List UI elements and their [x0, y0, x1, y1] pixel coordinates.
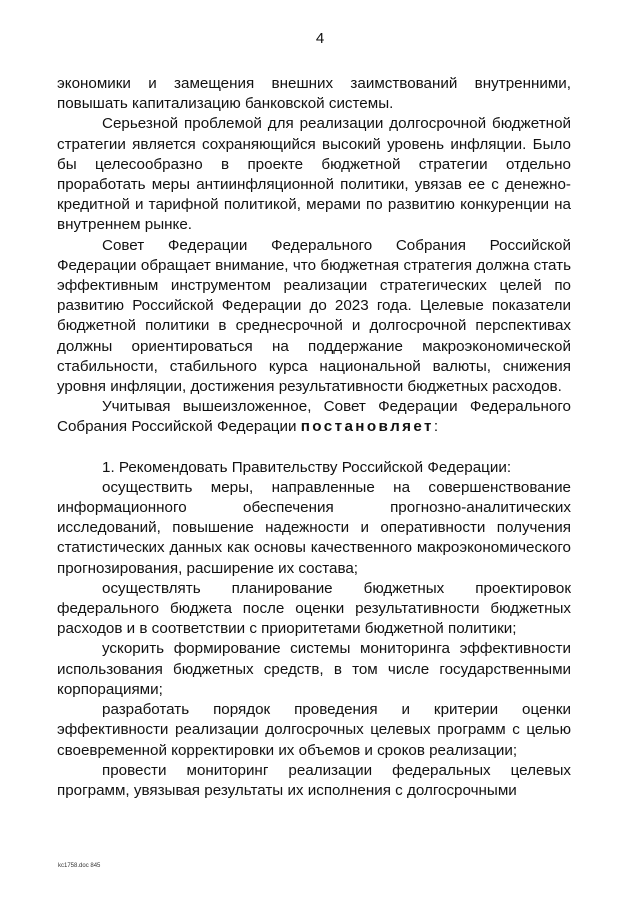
paragraph-strategy: Совет Федерации Федерального Собрания Российской Федерации обращает внимание, что бюджетная стратегия должна стать эффективным инструментом реализации стратегических целей по развитию Российской Федерации до 2023 года. Целевые показатели бюджетной политики в среднесрочной и долгосрочной перспективах должны ориентироваться на поддержание макроэкономической стабильности, стабильного курса национальной валюты, снижения уровня инфляции, достижения результативности бюджетных расходов.: [57, 236, 571, 396]
item-point: осуществить меры, направленные на совершенствование информационного обеспечения прогнозно-аналитических исследований, повышение надежности и оперативности получения статистических данных как основы качественного макроэкономического прогнозирования, расширение их состава;: [57, 478, 571, 577]
item-point: ускорить формирование системы мониторинга эффективности использования бюджетных средств, в том числе государственными корпорациями;: [57, 640, 571, 698]
item-point: осуществлять планирование бюджетных проектировок федерального бюджета после оценки результативности бюджетных расходов и в соответствии с приоритетами бюджетной политики;: [57, 579, 571, 638]
item-point: провести мониторинг реализации федеральных целевых программ, увязывая результаты их исполнения с долгосрочными: [57, 761, 571, 799]
item-heading: 1. Рекомендовать Правительству Российской Федерации:: [102, 458, 512, 476]
paragraph-gap: [57, 438, 571, 458]
document-body: [57, 74, 571, 801]
item-point: разработать порядок проведения и критерии оценки эффективности реализации долгосрочных целевых программ с целью своевременной корректировки их объемов и сроков реализации;: [57, 701, 571, 759]
paragraph-inflation: Серьезной проблемой для реализации долгосрочной бюджетной стратегии является сохраняющийся высокий уровень инфляции. Было бы целесообразно в проекте бюджетной стратегии отдельно проработать меры антиинфляционной политики, увязав ее с денежно-кредитной и тарифной политикой, мерами по развитию конкуренции на внутреннем рынке.: [57, 115, 571, 234]
resolution-keyword: постановляет: [300, 418, 434, 436]
paragraph-continuation: экономики и замещения внешних заимствований внутренними, повышать капитализацию банковской системы.: [57, 75, 571, 113]
page-number: 4: [315, 30, 325, 47]
resolution-colon: :: [433, 418, 439, 436]
resolution-text: Учитывая вышеизложенное, Совет Федерации Федерального Собрания Российской Федерации: [57, 398, 571, 436]
paragraph-resolution: [57, 397, 571, 437]
document-footer: kc1758.doc 845: [58, 863, 101, 869]
